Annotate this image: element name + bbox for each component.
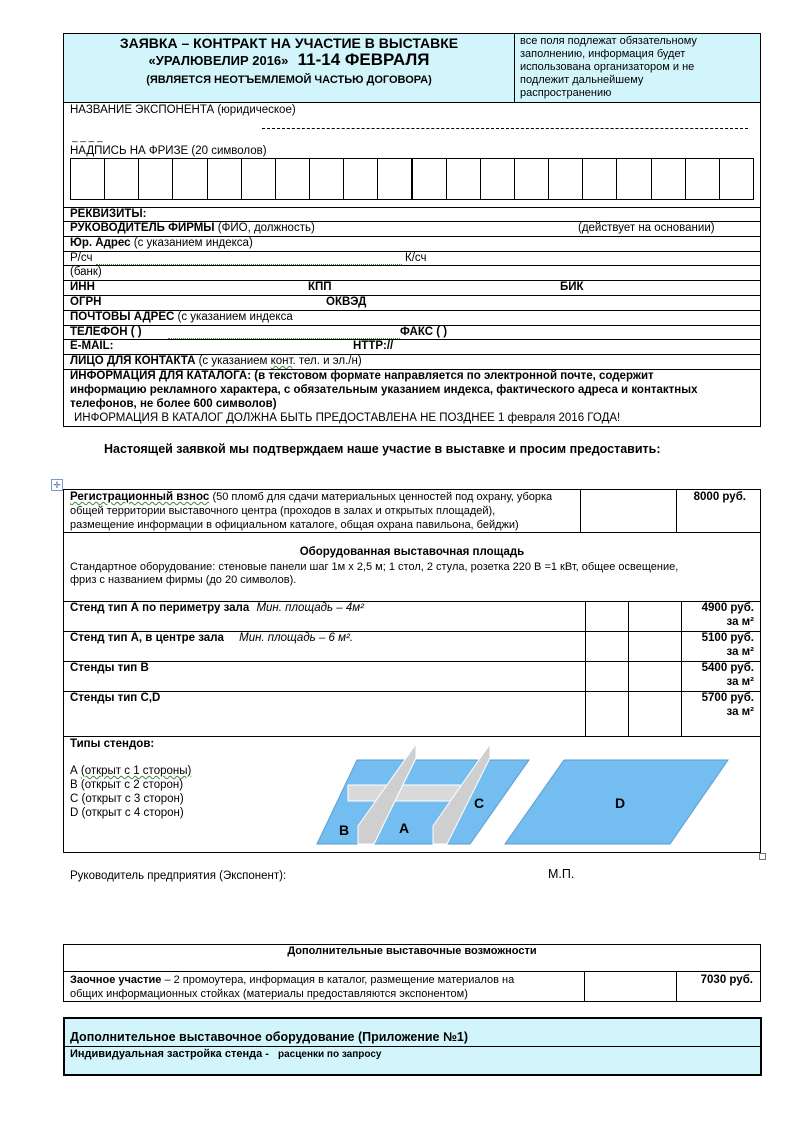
postal-label: ПОЧТОВЫ АДРЕС [70, 311, 175, 323]
remote-label: Заочное участие [70, 974, 162, 986]
catalog-line-3: телефонов, не более 600 символов) [70, 398, 277, 410]
signature-stamp: М.П. [548, 867, 575, 881]
appendix-title: Дополнительное выставочное оборудование (Приложение №1) [70, 1030, 469, 1044]
stand-unit: за м² [726, 676, 754, 688]
postal-note: (с указанием индекса [177, 311, 293, 323]
frieze-cell[interactable] [582, 158, 617, 200]
frieze-label: НАДПИСЬ НА ФРИЗЕ (20 символов) [70, 145, 267, 157]
legal-address-note: (с указанием индекса) [133, 237, 253, 249]
legal-address-label: Юр. Адрес [70, 237, 131, 249]
frieze-cell[interactable] [685, 158, 720, 200]
catalog-line-1 [70, 370, 654, 383]
kpp-label: КПП [308, 281, 332, 293]
reg-line-3: размещение информации в официальном каталоге, общая охрана павильона, бейджи) [70, 519, 519, 531]
stand-note: Мин. площадь – 6 м². [239, 632, 354, 644]
stand-label: Стенды тип С,D [70, 692, 161, 704]
rs-label: Р/сч [70, 252, 93, 264]
title-line-1: ЗАЯВКА – КОНТРАКТ НА УЧАСТИЕ В ВЫСТАВКЕ [119, 35, 459, 51]
bik-label: БИК [560, 281, 584, 293]
type-code: В [70, 779, 78, 791]
header-note-line-2: заполнению, информация будет [520, 48, 686, 60]
reg-label: Регистрационный взнос [70, 491, 210, 503]
header-note-line-4: подлежит дальнейшему [520, 74, 644, 86]
table-resize-handle[interactable] [759, 853, 766, 860]
extra-title: Дополнительные выставочные возможности [287, 945, 537, 957]
postal-row [70, 311, 293, 324]
frieze-cell[interactable] [207, 158, 242, 200]
type-item [70, 793, 184, 806]
title-dates: 11-14 ФЕВРАЛЯ [297, 50, 430, 69]
director-basis: (действует на основании) [578, 222, 715, 234]
frieze-cell[interactable] [412, 158, 447, 200]
stand-price: 5100 руб. [701, 632, 754, 644]
exhibitor-name-note: (юридическое) [217, 104, 296, 116]
frieze-cell[interactable] [138, 158, 173, 200]
frieze-cell[interactable] [651, 158, 686, 200]
diagram-label-c: C [474, 795, 485, 811]
email-label: E-MAIL: [70, 340, 114, 352]
director-row [70, 222, 315, 235]
type-desc: (открыт с 2 сторон) [80, 779, 184, 791]
exhibitor-name-text: НАЗВАНИЕ ЭКСПОНЕНТА [70, 104, 215, 116]
type-desc: (открыт с 3 сторон) [81, 793, 184, 805]
wall-back-panel [348, 785, 460, 801]
exhibitor-name-field[interactable] [262, 128, 748, 129]
stand-note: Мин. площадь – 4м² [256, 602, 364, 614]
title-line-3: (ЯВЛЯЕТСЯ НЕОТЪЕМЛЕМОЙ ЧАСТЬЮ ДОГОВОРА) [146, 74, 432, 86]
inn-label: ИНН [70, 281, 95, 293]
frieze-cell[interactable] [241, 158, 276, 200]
contact-note-a: (с указанием [198, 355, 271, 367]
ks-label: К/сч [405, 252, 427, 264]
fax-label: ФАКС ( ) [400, 326, 448, 338]
contact-note-b: конт [270, 355, 293, 367]
type-item [70, 807, 184, 820]
diagram-label-a: A [399, 820, 410, 836]
legal-address-row [70, 237, 253, 250]
frieze-cell[interactable] [104, 158, 139, 200]
frieze-cell[interactable] [446, 158, 481, 200]
equip-text-1: Стандартное оборудование: стеновые панели шаг 1м х 2,5 м; 1 стол, 2 стула, розетка 220 В =1 кВт, общее освещение, [70, 561, 679, 573]
reg-line-2: общей территории выставочного центра (проходов в залах и открытых площадей), [70, 505, 496, 517]
confirm-text: Настоящей заявкой мы подтверждаем наше участие в выставке и просим предоставить: [104, 442, 661, 456]
stand-unit: за м² [726, 706, 754, 718]
short-dashes: _ _ _ _ [72, 132, 103, 143]
table-move-handle-icon[interactable]: ✛ [51, 479, 63, 491]
contact-label: ЛИЦО ДЛЯ КОНТАКТА [70, 355, 196, 367]
type-code: А [70, 765, 78, 777]
diagram-label-b: B [339, 822, 350, 838]
type-item [70, 779, 183, 792]
requisites-label: РЕКВИЗИТЫ: [70, 208, 147, 220]
frieze-cell[interactable] [514, 158, 549, 200]
frieze-cell[interactable] [377, 158, 412, 200]
reg-price: 8000 руб. [693, 491, 746, 503]
type-desc: (открыт с 1 стороны) [80, 765, 192, 777]
reg-text-1: (50 пломб для сдачи материальных ценностей под охрану, уборка [212, 491, 553, 503]
catalog-line-2: информацию рекламного характера, с обязательным указанием индекса, фактического адреса и контактных [70, 384, 698, 396]
title-line-2 [63, 50, 515, 69]
stand-price: 4900 руб. [701, 602, 754, 614]
contact-note-c: . тел. и эл./н) [292, 355, 362, 367]
frieze-cell[interactable] [172, 158, 207, 200]
frieze-grid[interactable] [70, 158, 753, 200]
remote-text-1: – 2 промоутера, информация в каталог, размещение материалов на [161, 974, 515, 986]
stand-price: 5700 руб. [701, 692, 754, 704]
director-label: РУКОВОДИТЕЛЬ ФИРМЫ [70, 222, 215, 234]
frieze-cell[interactable] [70, 158, 105, 200]
signature-head: Руководитель предприятия (Экспонент): [70, 870, 287, 882]
header-note-line-1: все поля подлежат обязательному [520, 35, 697, 47]
remote-price: 7030 руб. [700, 974, 753, 986]
frieze-cell[interactable] [309, 158, 344, 200]
phone-label: ТЕЛЕФОН ( ) [70, 326, 142, 338]
appendix-custom-price: расценки по запросу [278, 1049, 382, 1060]
type-desc: (открыт с 4 сторон) [81, 807, 184, 819]
remote-line-1 [70, 974, 514, 987]
okved-label: ОКВЭД [326, 296, 367, 308]
reg-line-1 [70, 491, 552, 504]
stand-unit: за м² [726, 646, 754, 658]
types-title: Типы стендов: [70, 738, 155, 750]
stand-label: Стенд тип А по периметру зала [70, 602, 250, 614]
remote-line-2: общих информационных стойках (материалы предоставляются экспонентом) [70, 988, 468, 1000]
catalog-label: ИНФОРМАЦИЯ ДЛЯ КАТАЛОГА: [70, 370, 252, 382]
frieze-cell[interactable] [616, 158, 651, 200]
appendix-custom-label: Индивидуальная застройка стенда - [70, 1048, 269, 1060]
type-code: С [70, 793, 79, 805]
stand-label: Стенд тип А, в центре зала [70, 632, 224, 644]
diagram-label-d: D [615, 795, 626, 811]
director-note: (ФИО, должность) [217, 222, 315, 234]
http-label: HTTP:// [353, 340, 394, 352]
ogrn-label: ОГРН [70, 296, 102, 308]
bank-label: (банк) [70, 266, 102, 278]
equip-title: Оборудованная выставочная площадь [299, 546, 525, 558]
stand-label: Стенды тип В [70, 662, 149, 674]
frieze-cell[interactable] [343, 158, 378, 200]
frieze-cell[interactable] [548, 158, 583, 200]
contact-row [70, 355, 362, 368]
type-code: D [70, 807, 79, 819]
stand-row [70, 602, 364, 615]
frieze-cell[interactable] [275, 158, 310, 200]
catalog-deadline: ИНФОРМАЦИЯ В КАТАЛОГ ДОЛЖНА БЫТЬ ПРЕДОСТАВЛЕНА НЕ ПОЗДНЕЕ 1 февраля 2016 ГОДА! [74, 412, 621, 424]
equip-text-2: фриз с названием фирмы (до 20 символов). [70, 574, 297, 586]
exhibitor-name-label [70, 104, 296, 117]
type-item [70, 765, 191, 778]
header-note-line-3: использована организатором и не [520, 61, 695, 73]
title-exhibition-name: «УРАЛЮВЕЛИР 2016» [148, 53, 289, 68]
stand-price: 5400 руб. [701, 662, 754, 674]
stand-diagram [300, 738, 740, 848]
frieze-cell[interactable] [719, 158, 754, 200]
header-note-line-5: распространению [520, 87, 612, 99]
appendix-custom [70, 1048, 382, 1061]
stand-unit: за м² [726, 616, 754, 628]
frieze-cell[interactable] [480, 158, 515, 200]
catalog-text-1: (в текстовом формате направляется по электронной почте, содержит [254, 370, 654, 382]
stand-row [70, 632, 353, 645]
